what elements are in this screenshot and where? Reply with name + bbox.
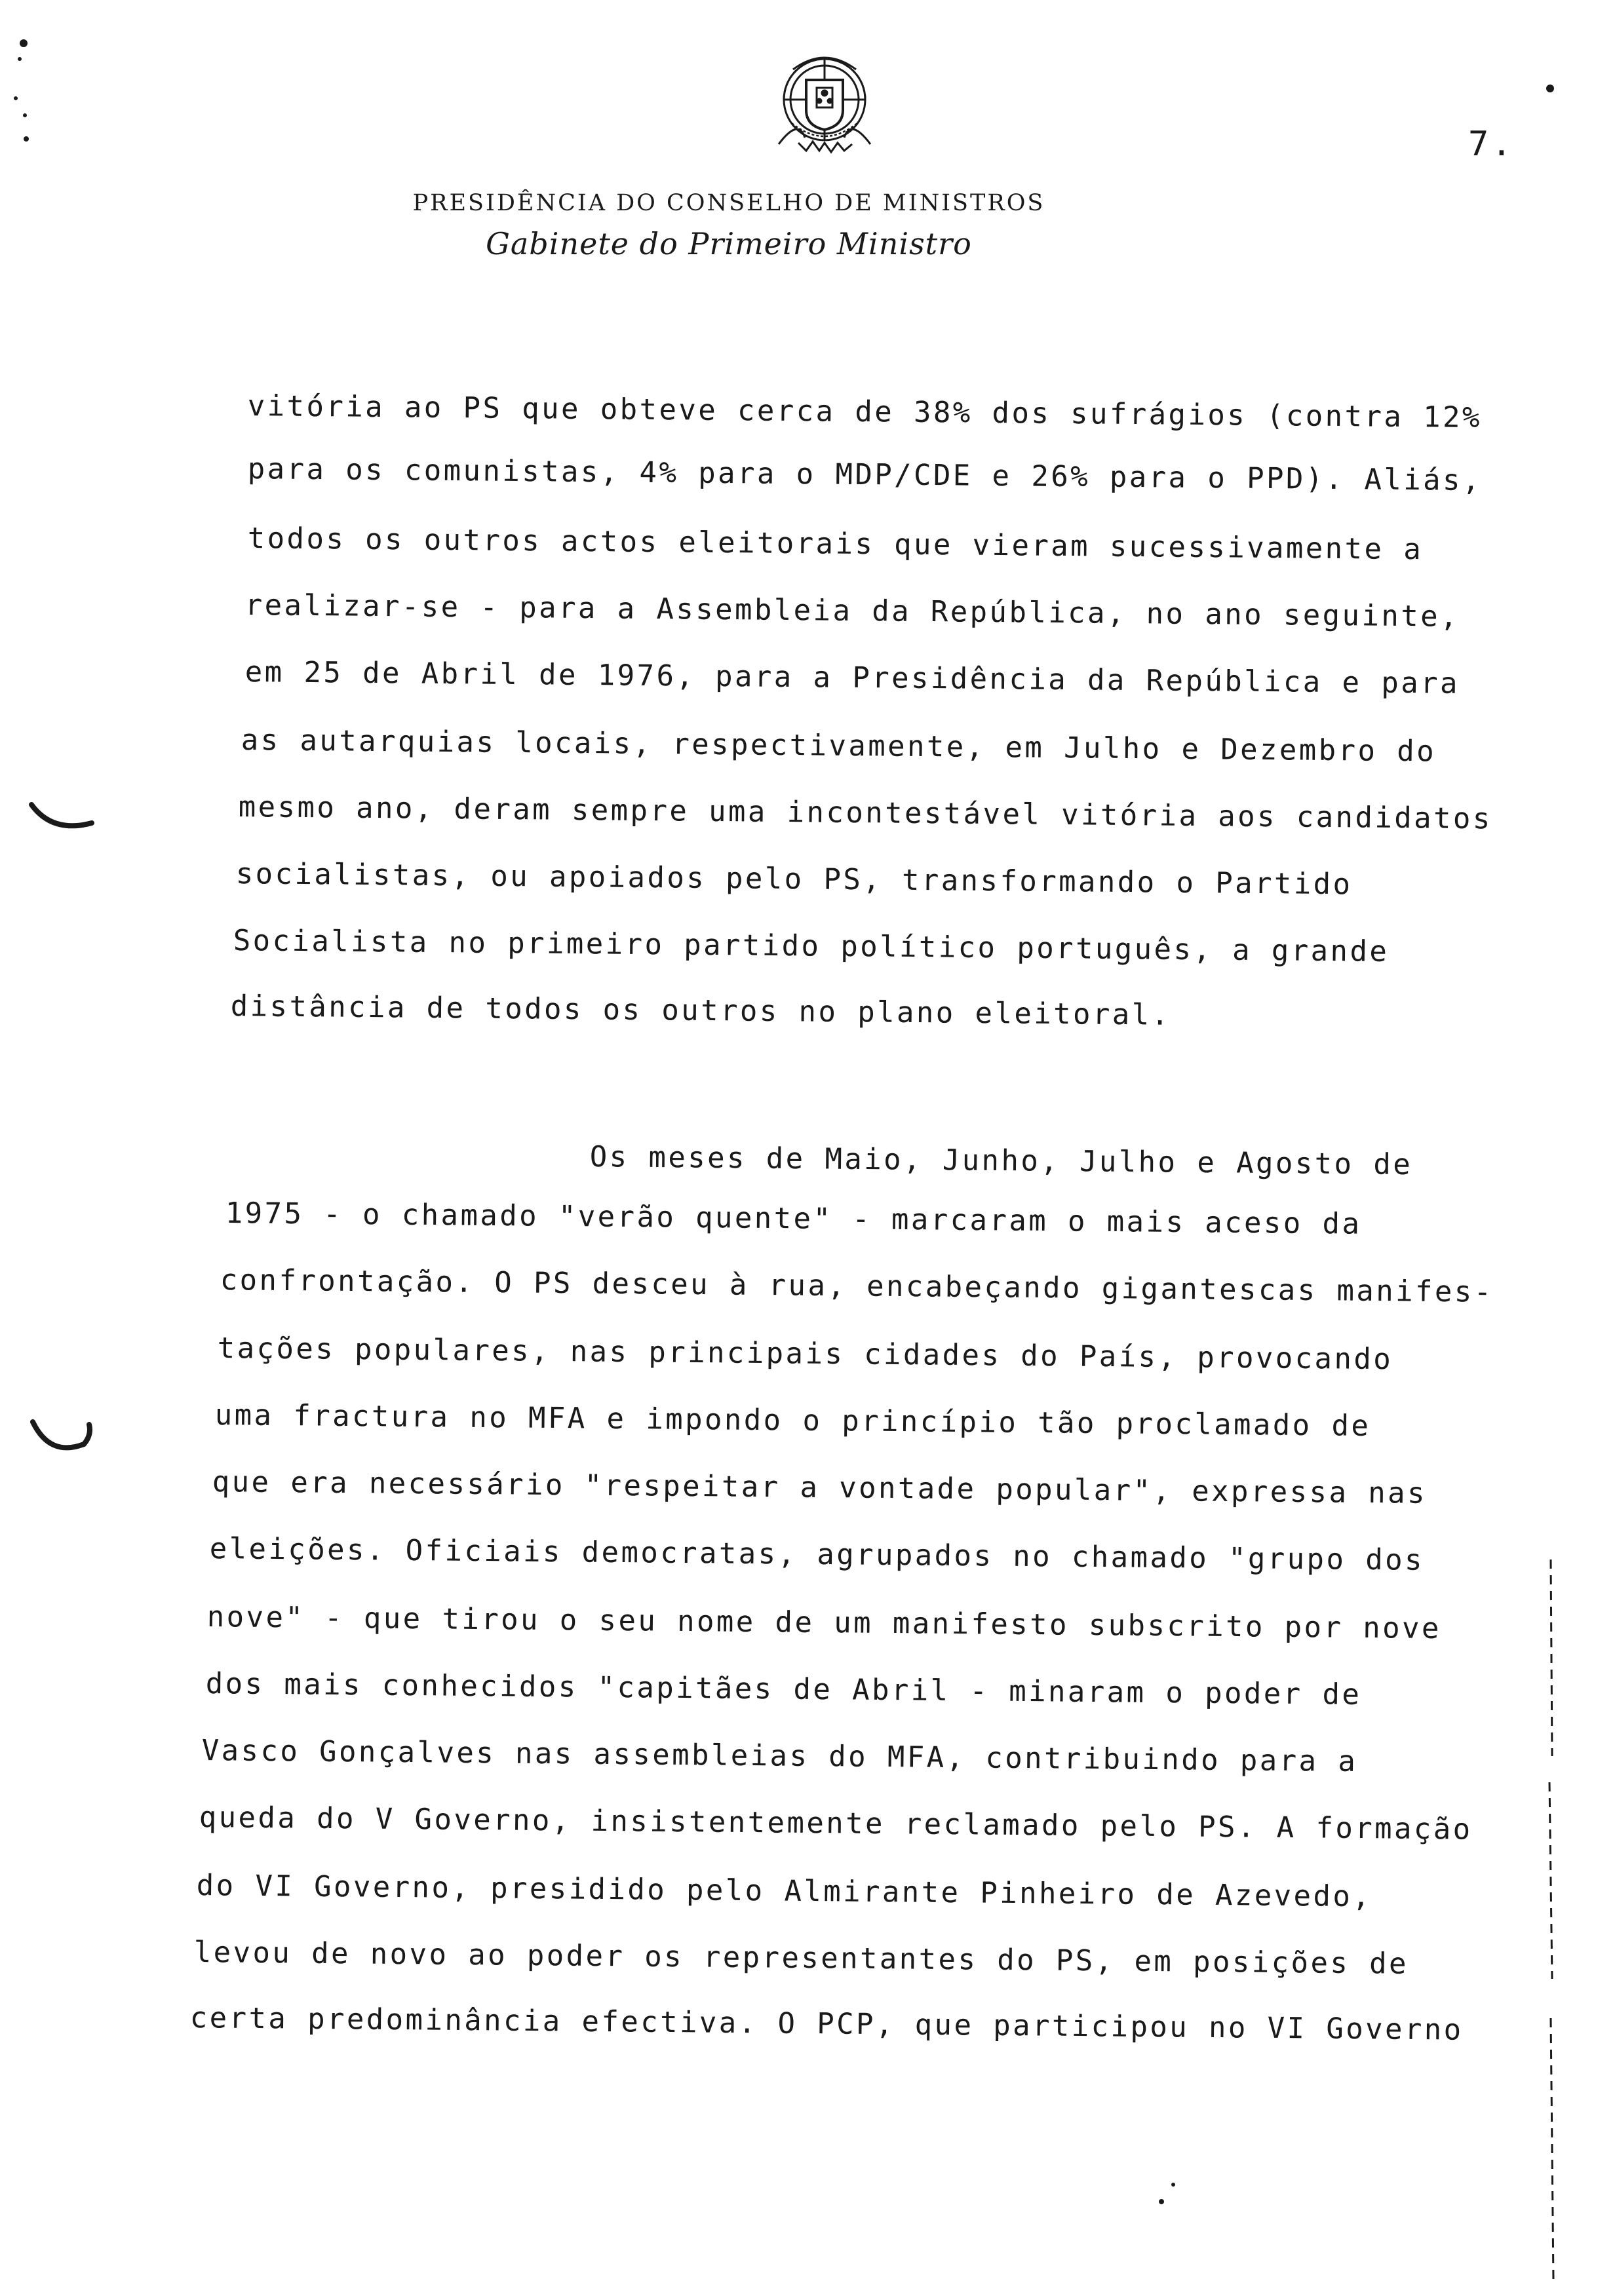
- body-line: certa predominância efectiva. O PCP, que participou no VI Governo: [189, 2001, 1464, 2047]
- punch-hole-mark-icon: [26, 799, 98, 839]
- punch-hole-mark-icon: [26, 1415, 98, 1461]
- coat-of-arms-emblem-icon: [752, 46, 897, 170]
- scan-speck-icon: [1540, 79, 1560, 98]
- body-line: eleições. Oficiais democratas, agrupados no chamado "grupo dos: [209, 1532, 1425, 1577]
- page-edge-line-icon: [1538, 1559, 1564, 2280]
- body-line: vitória ao PS que obteve cerca de 38% dos sufrágios (contra 12%: [247, 389, 1483, 435]
- scan-speck-marks-icon: [0, 0, 52, 170]
- office-name: Gabinete do Primeiro Ministro: [486, 226, 972, 261]
- page-number: 7.: [1468, 124, 1515, 164]
- body-line: Os meses de Maio, Junho, Julho e Agosto de: [589, 1140, 1413, 1182]
- body-line: queda do V Governo, insistentemente reclamado pelo PS. A formação: [199, 1801, 1473, 1846]
- institution-name: PRESIDÊNCIA DO CONSELHO DE MINISTROS: [412, 190, 1045, 216]
- body-line: realizar-se - para a Assembleia da República, no ano seguinte,: [244, 588, 1460, 634]
- body-line: para os comunistas, 4% para o MDP/CDE e 26% para o PPD). Aliás,: [247, 452, 1483, 498]
- body-line: em 25 de Abril de 1976, para a Presidência da República e para: [244, 655, 1460, 700]
- body-line: confrontação. O PS desceu à rua, encabeçando gigantescas manifes-: [220, 1263, 1494, 1309]
- body-line: do VI Governo, presidido pelo Almirante Pinheiro de Azevedo,: [196, 1869, 1372, 1914]
- body-line: todos os outros actos eleitorais que vieram sucessivamente a: [247, 522, 1424, 567]
- body-line: tações populares, nas principais cidades do País, provocando: [217, 1331, 1393, 1377]
- body-line: nove" - que tirou o seu nome de um manifesto subscrito por nove: [206, 1600, 1442, 1646]
- body-line: dos mais conhecidos "capitães de Abril - minaram o poder de: [205, 1667, 1362, 1712]
- body-line: 1975 - o chamado "verão quente" - marcaram o mais aceso da: [225, 1196, 1362, 1241]
- body-line: as autarquias locais, respectivamente, em Julho e Dezembro do: [241, 723, 1437, 769]
- body-line: uma fractura no MFA e impondo o princípio tão proclamado de: [214, 1398, 1371, 1443]
- body-line: levou de novo ao poder os representantes do PS, em posições de: [193, 1936, 1409, 1981]
- body-line: socialistas, ou apoiados pelo PS, transformando o Partido: [235, 857, 1353, 902]
- body-line: distância de todos os outros no plano eleitoral.: [230, 989, 1171, 1032]
- office-subtitle: [0, 226, 1615, 261]
- body-line: que era necessário "respeitar a vontade popular", expressa nas: [212, 1465, 1428, 1510]
- institution-header: [0, 190, 1615, 216]
- body-line: Vasco Gonçalves nas assembleias do MFA, contribuindo para a: [201, 1734, 1358, 1778]
- body-line: mesmo ano, deram sempre uma incontestável vitória aos candidatos: [238, 790, 1492, 836]
- body-line: Socialista no primeiro partido político português, a grande: [233, 924, 1390, 968]
- scan-speck-icon: [1154, 2175, 1180, 2215]
